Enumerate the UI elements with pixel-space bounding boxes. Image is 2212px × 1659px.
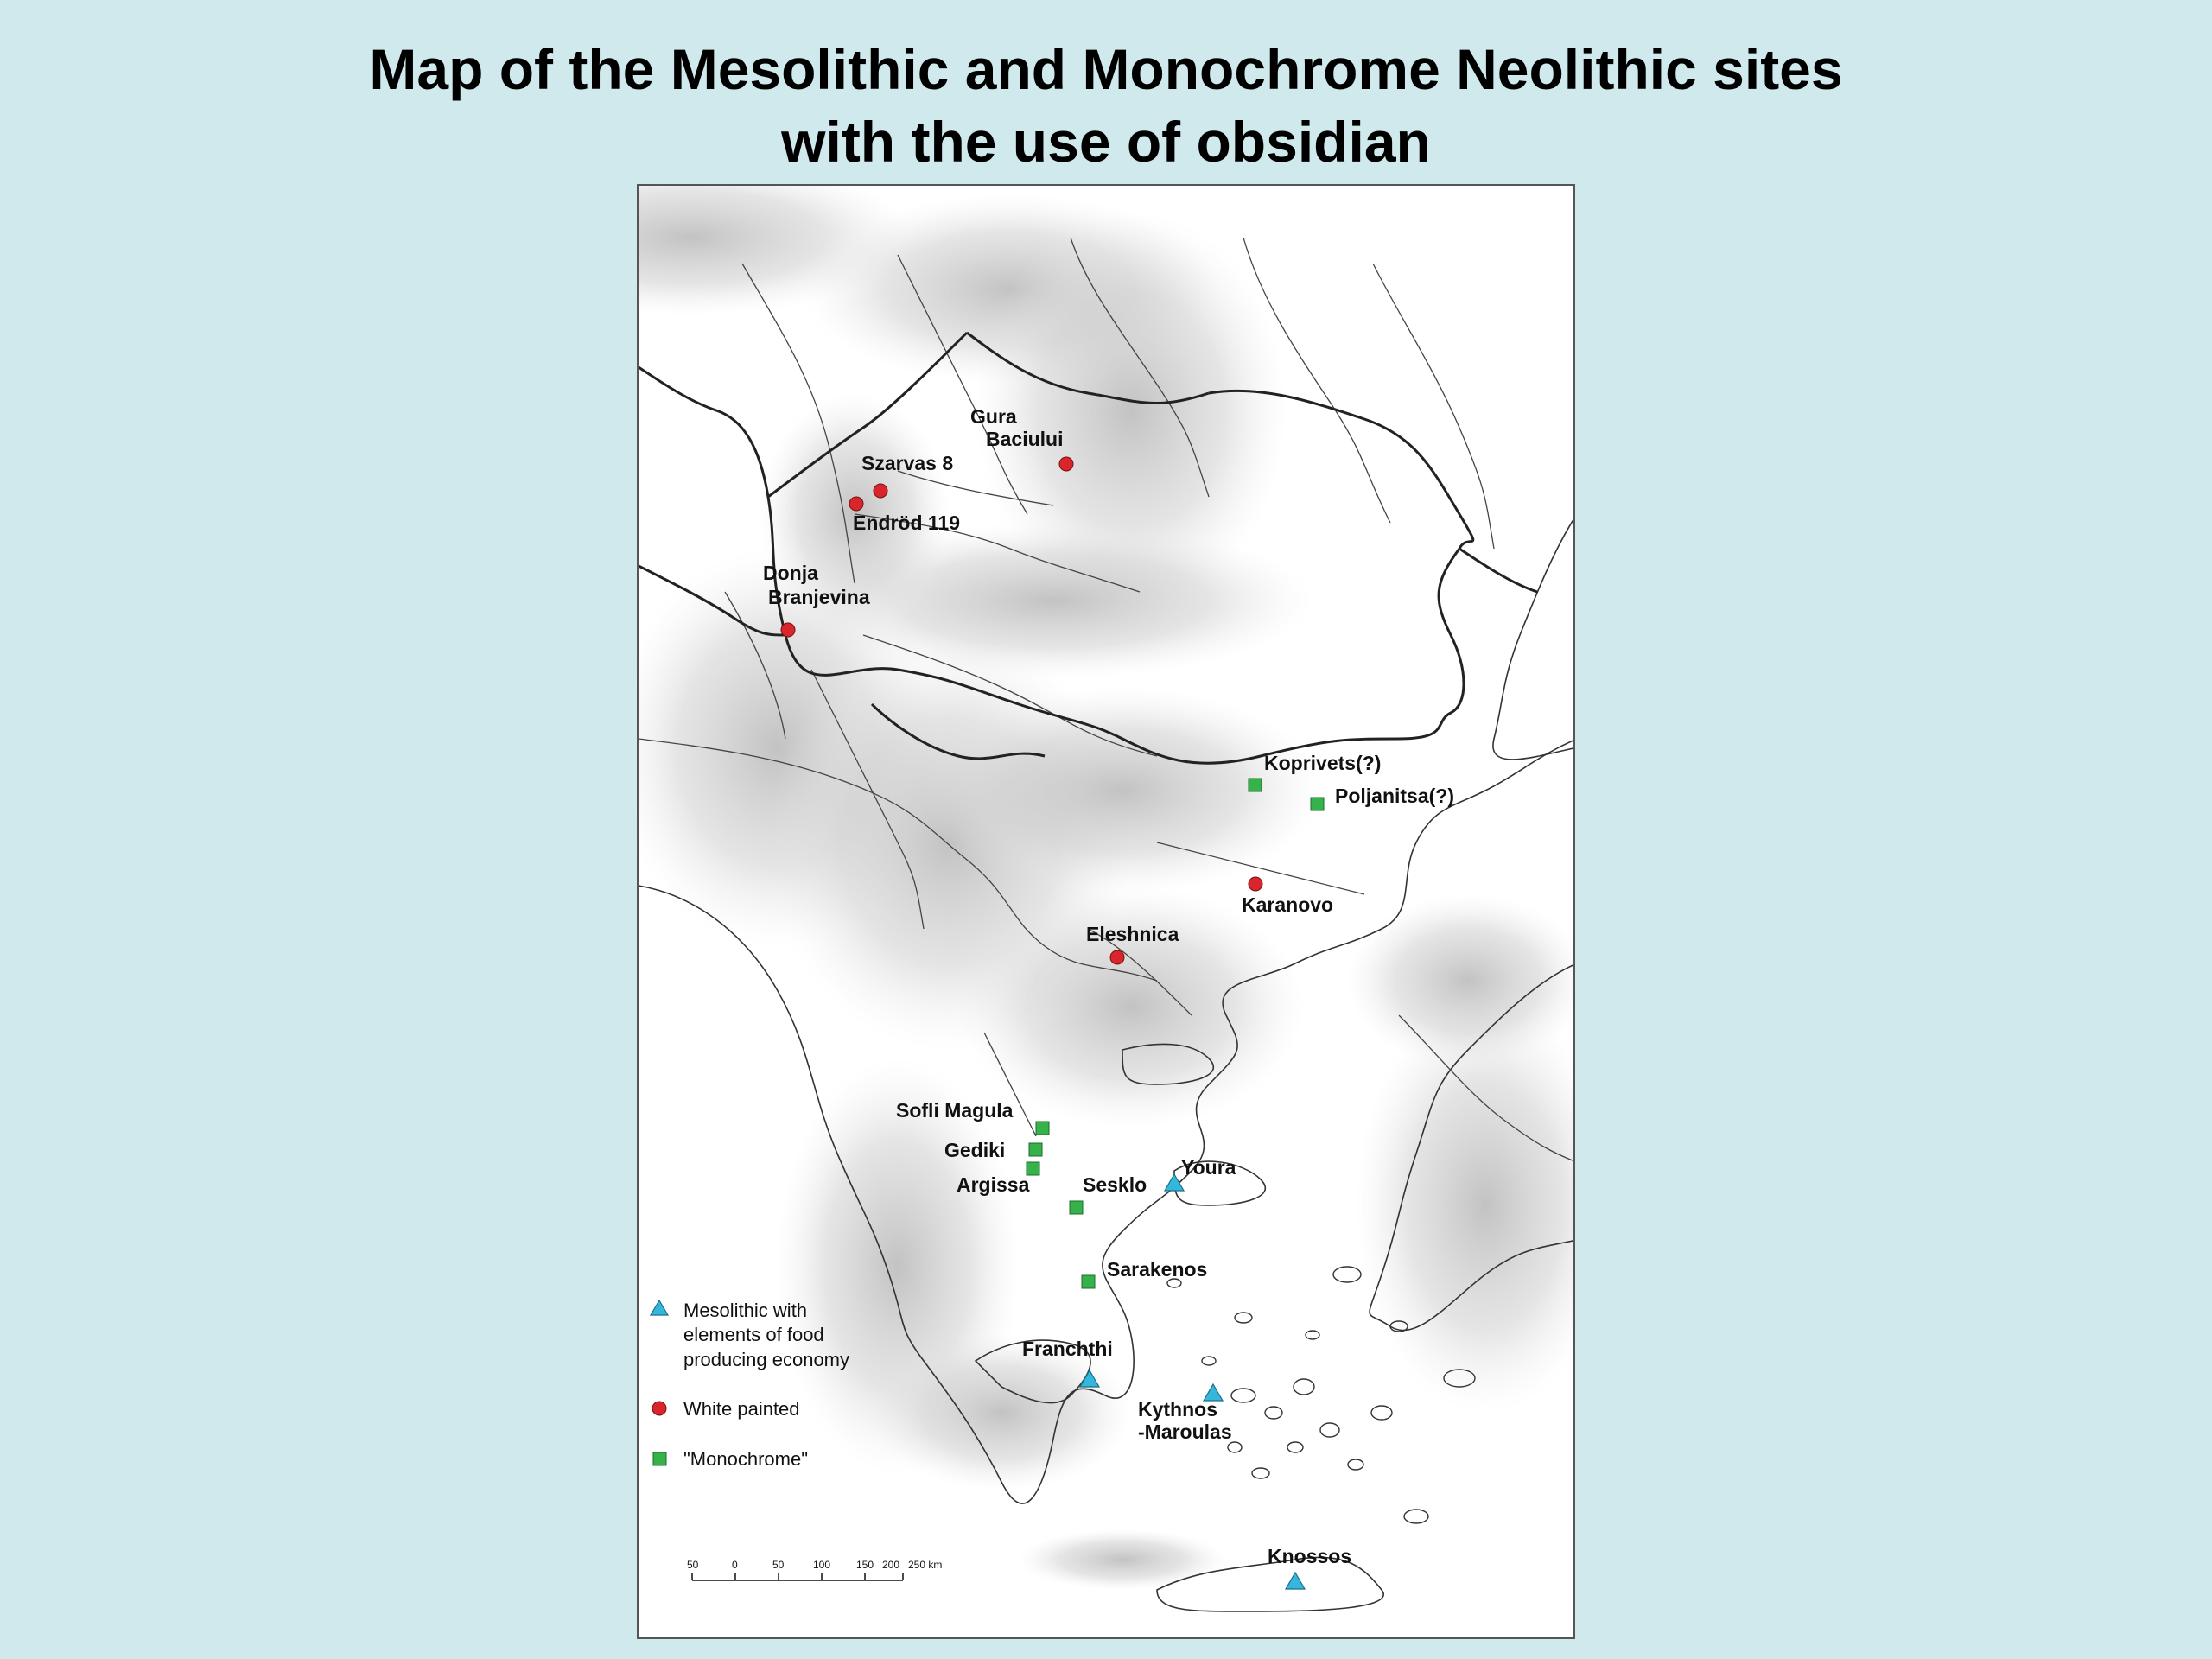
- label-kythnos-2: -Maroulas: [1138, 1421, 1232, 1443]
- marker-koprivets[interactable]: [1249, 779, 1262, 791]
- marker-sarakenos[interactable]: [1082, 1275, 1095, 1288]
- label-argissa: Argissa: [957, 1173, 1030, 1196]
- scale-bar: [687, 1559, 942, 1580]
- label-knossos: Knossos: [1268, 1545, 1352, 1567]
- scale-label-0: 50: [687, 1559, 699, 1571]
- map-svg: [639, 186, 1575, 1639]
- map-title: [0, 33, 2212, 178]
- marker-knossos[interactable]: [1286, 1573, 1305, 1589]
- marker-sesklo[interactable]: [1070, 1201, 1083, 1214]
- marker-karanovo[interactable]: [1249, 877, 1262, 891]
- marker-sofli[interactable]: [1036, 1122, 1049, 1135]
- map-frame: [637, 184, 1575, 1639]
- label-szarvas: Szarvas 8: [861, 452, 954, 474]
- legend-monochrome-label: "Monochrome": [683, 1448, 809, 1470]
- legend-monochrome-icon: [653, 1452, 666, 1465]
- label-gura-baciului-1: Gura: [970, 405, 1017, 428]
- label-donja-2: Branjevina: [768, 586, 870, 608]
- label-kythnos-1: Kythnos: [1138, 1398, 1217, 1421]
- legend-mesolithic-line3: producing economy: [683, 1349, 850, 1370]
- legend-white-painted-icon: [652, 1402, 666, 1415]
- legend-white-painted-label: White painted: [683, 1398, 800, 1420]
- marker-poljanitsa[interactable]: [1311, 798, 1324, 810]
- label-poljanitsa: Poljanitsa(?): [1335, 785, 1455, 807]
- scale-label-5: 200: [882, 1559, 900, 1571]
- label-sofli: Sofli Magula: [896, 1099, 1014, 1122]
- scale-label-2: 50: [772, 1559, 785, 1571]
- label-sarakenos: Sarakenos: [1107, 1258, 1208, 1281]
- label-endrod: Endröd 119: [853, 512, 960, 534]
- title-line-2: with the use of obsidian: [781, 110, 1431, 174]
- scale-label-4: 150: [856, 1559, 874, 1571]
- scale-label-3: 100: [813, 1559, 831, 1571]
- marker-donja[interactable]: [781, 623, 795, 637]
- legend-mesolithic-icon: [651, 1300, 668, 1315]
- label-donja-1: Donja: [763, 562, 818, 584]
- title-line-1: Map of the Mesolithic and Monochrome Neolithic sites: [369, 37, 1843, 101]
- label-koprivets: Koprivets(?): [1264, 752, 1382, 774]
- marker-gediki[interactable]: [1029, 1143, 1042, 1156]
- marker-eleshnica[interactable]: [1110, 950, 1124, 964]
- scale-label-6: 250 km: [908, 1559, 943, 1571]
- label-eleshnica: Eleshnica: [1086, 923, 1179, 945]
- marker-gura-baciului[interactable]: [1059, 457, 1073, 471]
- label-karanovo: Karanovo: [1242, 893, 1334, 916]
- scale-label-1: 0: [732, 1559, 738, 1571]
- marker-endrod[interactable]: [849, 497, 863, 511]
- label-youra: Youra: [1181, 1156, 1236, 1179]
- marker-szarvas[interactable]: [874, 484, 887, 498]
- label-franchthi: Franchthi: [1022, 1338, 1113, 1360]
- legend-mesolithic-line1: Mesolithic with: [683, 1300, 808, 1321]
- label-gura-baciului-2: Baciului: [986, 428, 1064, 450]
- label-sesklo: Sesklo: [1083, 1173, 1147, 1196]
- label-gediki: Gediki: [944, 1139, 1006, 1161]
- legend-mesolithic-line2: elements of food: [683, 1324, 824, 1345]
